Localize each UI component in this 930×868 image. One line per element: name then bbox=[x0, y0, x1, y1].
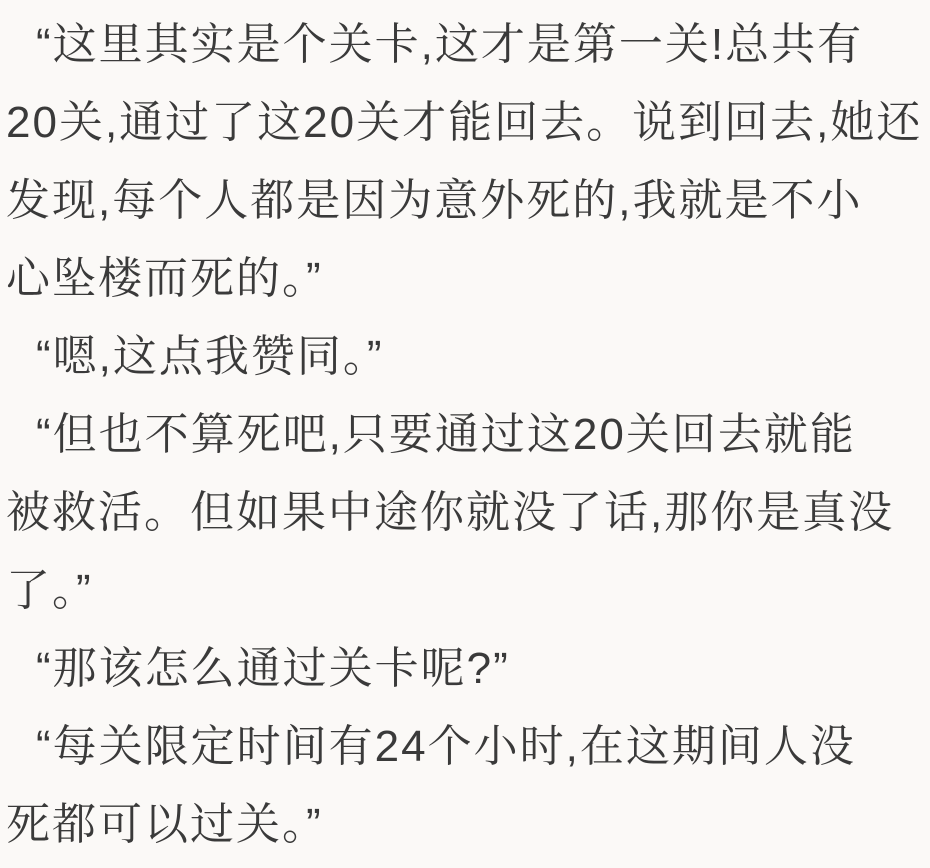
text-line: 被救活。但如果中途你就没了话,那你是真没 bbox=[6, 488, 895, 537]
text-line: “每关限定时间有24个小时,在这期间人没 bbox=[36, 722, 856, 771]
text-line: 心坠楼而死的。” bbox=[6, 254, 323, 303]
text-line: 发现,每个人都是因为意外死的,我就是不小 bbox=[6, 176, 863, 225]
text-line: 死都可以过关。” bbox=[6, 800, 323, 849]
text-line: “嗯,这点我赞同。” bbox=[36, 332, 384, 381]
text-line: 了。” bbox=[6, 566, 93, 615]
text-line: 20关,通过了这20关才能回去。说到回去,她还 bbox=[6, 98, 923, 147]
text-line: “那该怎么通过关卡呢?” bbox=[36, 644, 510, 693]
text-line: “这里其实是个关卡,这才是第一关!总共有 bbox=[36, 20, 864, 69]
text-line: “但也不算死吧,只要通过这20关回去就能 bbox=[36, 410, 856, 459]
